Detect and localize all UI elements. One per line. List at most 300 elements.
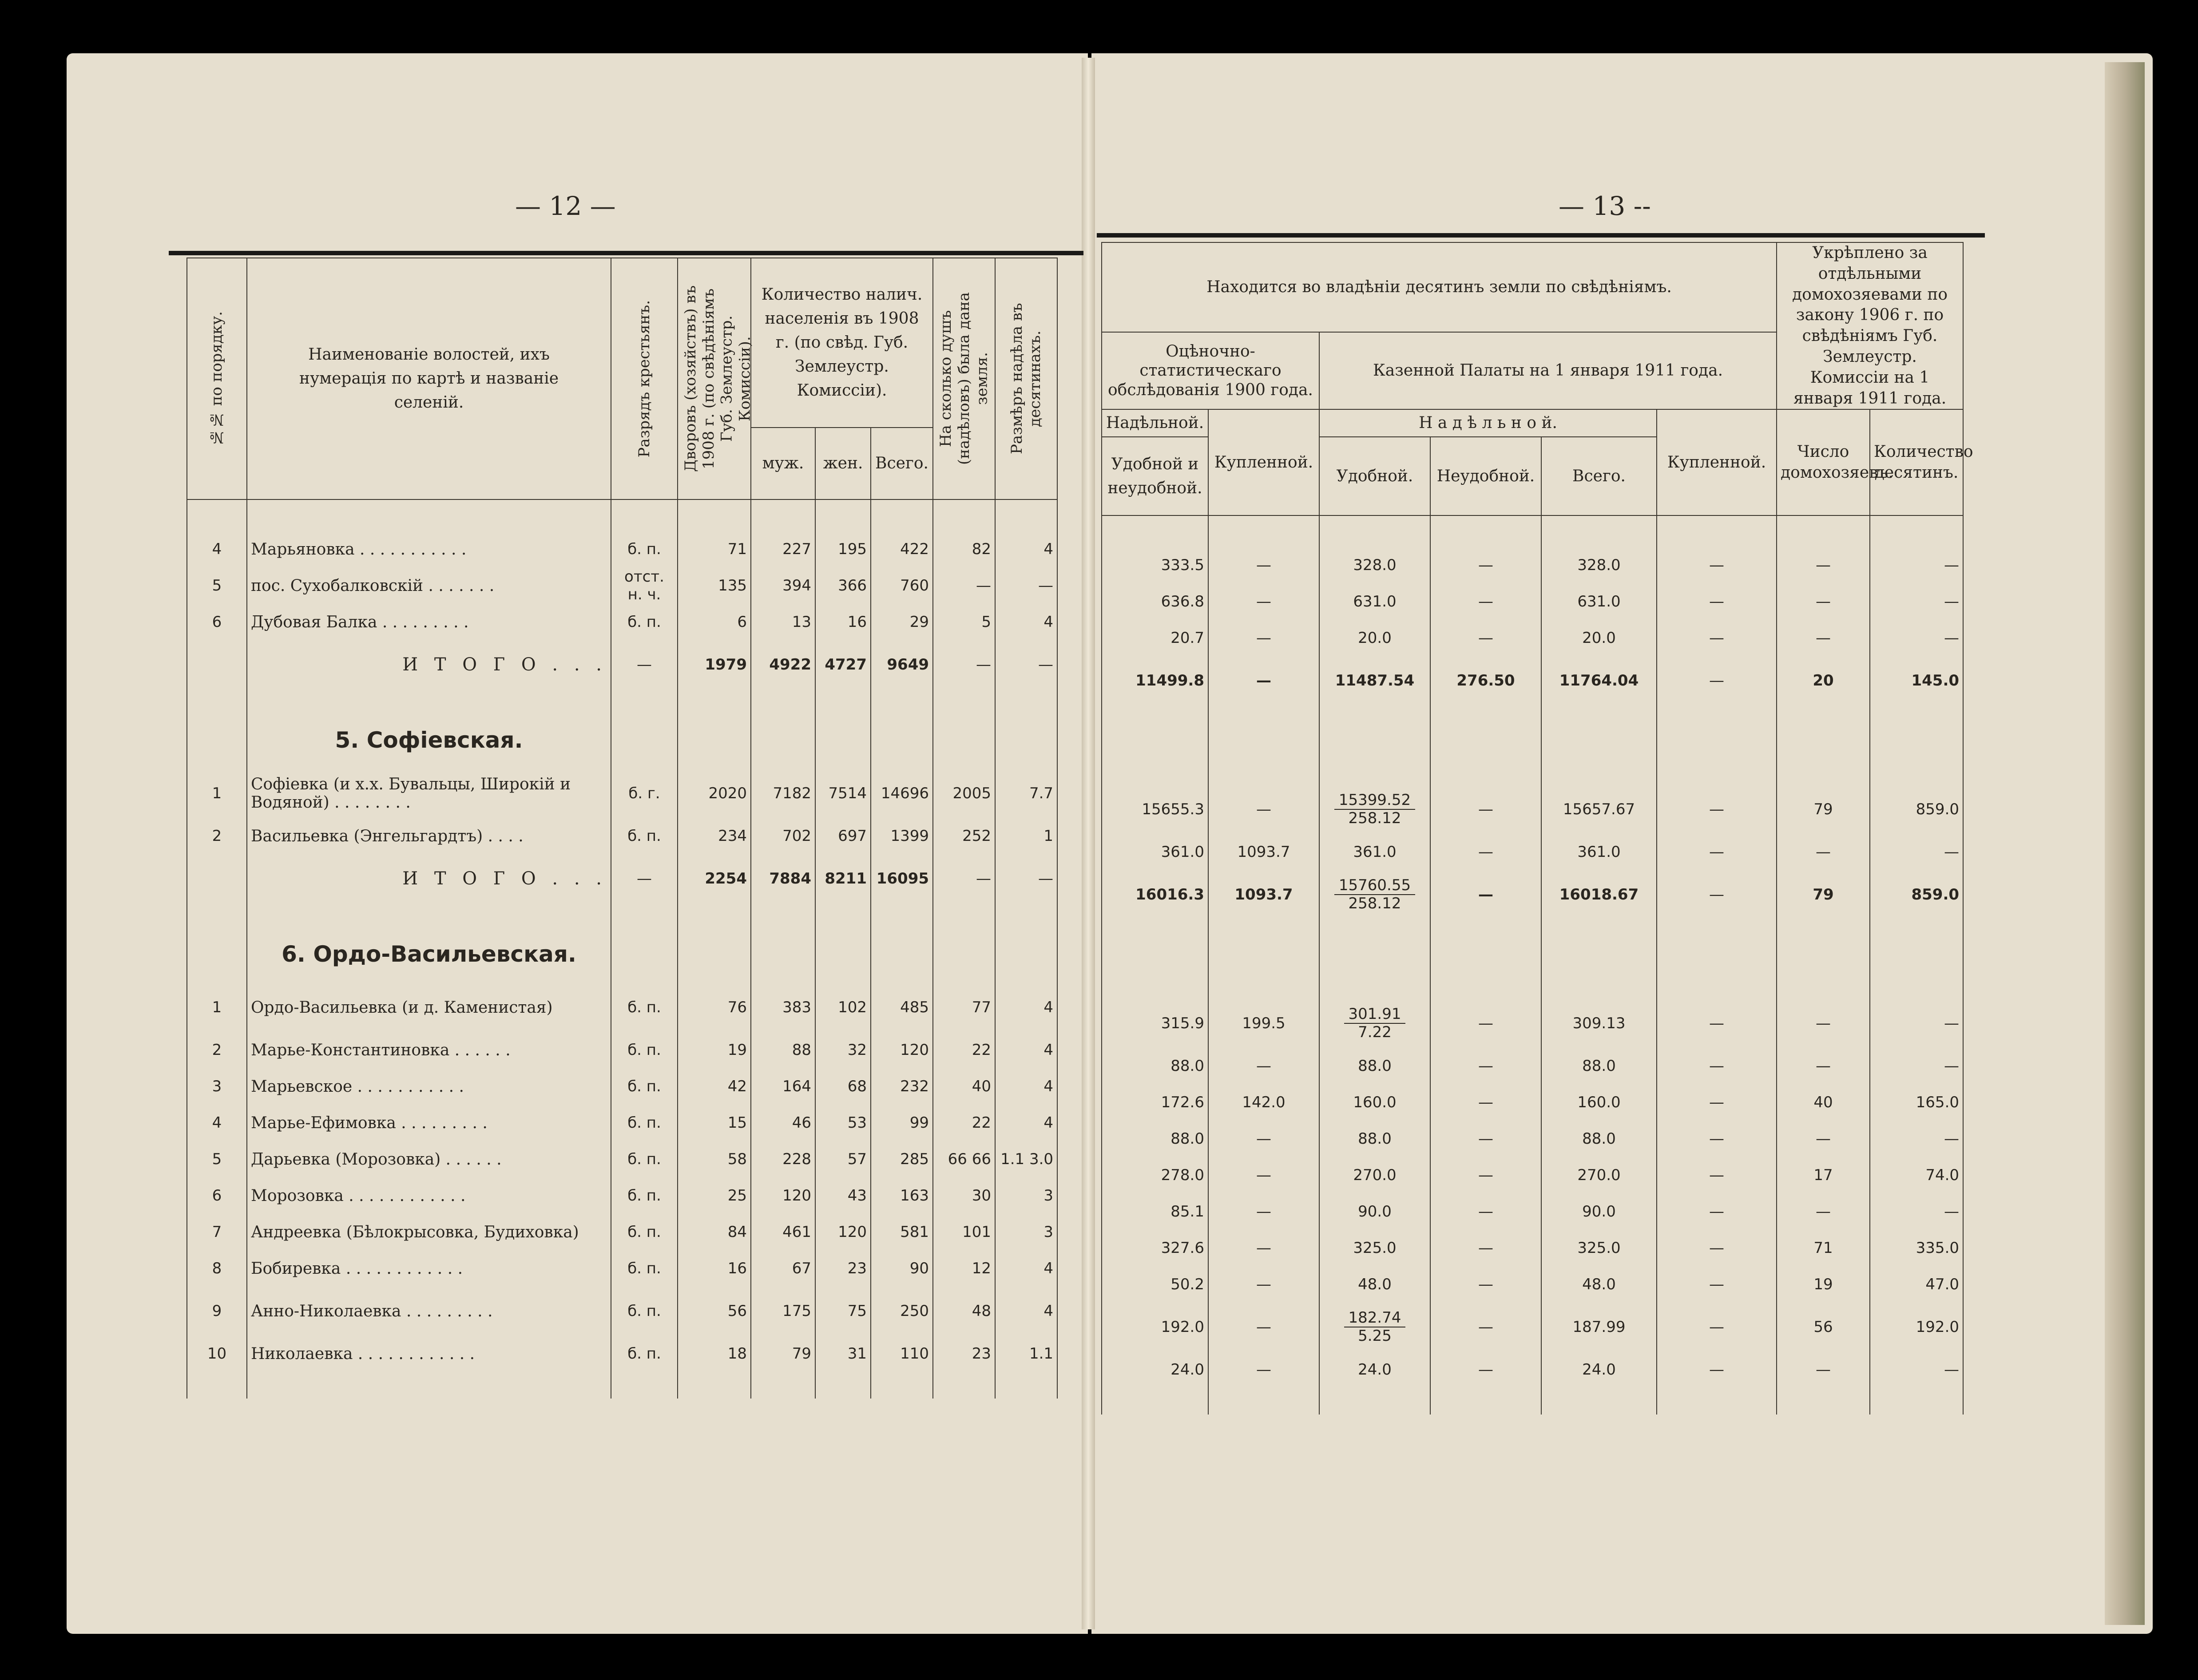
empty-cell — [815, 925, 871, 983]
treasury-unusable-cell: — — [1430, 834, 1541, 870]
village-name: Васильевка (Энгельгардтъ) . . . . — [247, 818, 611, 854]
treasury-usable-cell: 325.0 — [1319, 1230, 1430, 1266]
treasury-unusable-cell: — — [1430, 785, 1541, 834]
spacer-cell — [815, 689, 871, 711]
left-page-number: — 12 — — [515, 191, 616, 221]
treasury-unusable-cell: — — [1430, 1121, 1541, 1157]
right-page-number: — 13 -- — [1559, 191, 1651, 221]
treasury-unusable-cell: — — [1430, 1157, 1541, 1193]
spacer-cell — [187, 1372, 247, 1399]
treasury-usable-cell: 11487.54 — [1319, 656, 1430, 705]
treasury-usable-cell: 160.0 — [1319, 1084, 1430, 1121]
souls-cell: 5 — [933, 604, 995, 640]
spacer-cell — [1870, 919, 1963, 941]
empty-cell — [611, 925, 678, 983]
empty-cell — [815, 711, 871, 769]
treasury-total-cell: 187.99 — [1541, 1303, 1657, 1351]
male-cell: 383 — [751, 983, 815, 1032]
village-name: Морозовка . . . . . . . . . . . . — [247, 1177, 611, 1214]
households-cell: 2254 — [678, 854, 751, 903]
spacer-cell — [1430, 515, 1541, 547]
col-header-category: Разрядъ крестьянъ. — [611, 258, 678, 499]
table-row-right — [1102, 1048, 1963, 1084]
households-cell: 135 — [678, 567, 751, 604]
table-row-right — [1102, 547, 1963, 583]
fixed-owners-cell: 20 — [1777, 656, 1870, 705]
female-cell: 57 — [815, 1141, 871, 1177]
survey-purchased-cell: — — [1208, 1157, 1319, 1193]
spacer-cell — [871, 689, 933, 711]
empty-cell — [1102, 941, 1208, 999]
male-cell: 394 — [751, 567, 815, 604]
spacer-cell — [871, 903, 933, 925]
treasury-total-cell: 16018.67 — [1541, 870, 1657, 919]
fixed-owners-cell: — — [1777, 834, 1870, 870]
empty-cell — [1319, 727, 1430, 785]
treasury-purchased-cell: — — [1657, 1084, 1777, 1121]
treasury-usable-cell: 24.0 — [1319, 1351, 1430, 1388]
spacer-cell — [187, 903, 247, 925]
empty-cell — [995, 711, 1057, 769]
spacer-cell — [1870, 1388, 1963, 1415]
row-number: 4 — [187, 1105, 247, 1141]
empty-cell — [995, 925, 1057, 983]
category-cell: б. п. — [611, 604, 678, 640]
village-name: Андреевка (Бѣлокрысовка, Будиховка) — [247, 1214, 611, 1250]
spacer-cell — [1541, 919, 1657, 941]
left-top-rule — [169, 251, 1083, 255]
souls-cell: 23 — [933, 1335, 995, 1372]
fixed-owners-cell: — — [1777, 1193, 1870, 1230]
category-cell: б. п. — [611, 1032, 678, 1068]
treasury-total-cell: 328.0 — [1541, 547, 1657, 583]
table-row — [187, 604, 1057, 640]
allotment-size-cell: 1 — [995, 818, 1057, 854]
treasury-usable-cell: 48.0 — [1319, 1266, 1430, 1303]
treasury-unusable-cell: — — [1430, 620, 1541, 656]
empty-cell — [933, 711, 995, 769]
souls-cell: 40 — [933, 1068, 995, 1105]
left-table — [186, 258, 1058, 1399]
table-row-right — [1102, 1193, 1963, 1230]
survey-usable-cell: 88.0 — [1102, 1048, 1208, 1084]
female-cell: 366 — [815, 567, 871, 604]
fixed-desyatins-cell: — — [1870, 1351, 1963, 1388]
male-cell: 164 — [751, 1068, 815, 1105]
treasury-total-cell: 15657.67 — [1541, 785, 1657, 834]
table-row-right — [1102, 785, 1963, 834]
table-row-right — [1102, 999, 1963, 1048]
total-row — [187, 640, 1057, 689]
table-row-right — [1102, 834, 1963, 870]
spacer-cell — [933, 903, 995, 925]
fixed-desyatins-cell: — — [1870, 583, 1963, 620]
empty-cell — [751, 925, 815, 983]
spacer-cell — [815, 903, 871, 925]
survey-usable-cell: 16016.3 — [1102, 870, 1208, 919]
treasury-total-cell: 90.0 — [1541, 1193, 1657, 1230]
survey-usable-cell: 20.7 — [1102, 620, 1208, 656]
treasury-unusable-cell: — — [1430, 999, 1541, 1048]
row-number: 6 — [187, 604, 247, 640]
survey-purchased-cell: — — [1208, 1303, 1319, 1351]
fixed-owners-cell: 40 — [1777, 1084, 1870, 1121]
fixed-desyatins-cell: — — [1870, 620, 1963, 656]
cover-edge — [2105, 62, 2145, 1625]
total-cell: 422 — [871, 531, 933, 567]
male-cell: 702 — [751, 818, 815, 854]
table-row — [187, 1250, 1057, 1287]
spacer-cell — [187, 499, 247, 531]
section-row-right — [1102, 727, 1963, 785]
spacer-cell — [611, 689, 678, 711]
allotment-size-cell: 3 — [995, 1177, 1057, 1214]
survey-usable-cell: 315.9 — [1102, 999, 1208, 1048]
spacer-cell — [1430, 1388, 1541, 1415]
female-cell: 8211 — [815, 854, 871, 903]
souls-cell: — — [933, 854, 995, 903]
col-header-allotment-size: Размѣръ надѣла въ десятинахъ. — [995, 258, 1057, 499]
total-cell: 120 — [871, 1032, 933, 1068]
col-header-num-owners: Число домохозяевъ. — [1777, 409, 1870, 515]
table-row-right — [1102, 1230, 1963, 1266]
table-row — [187, 1287, 1057, 1335]
fixed-desyatins-cell: 335.0 — [1870, 1230, 1963, 1266]
total-row-right — [1102, 870, 1963, 919]
treasury-total-cell: 325.0 — [1541, 1230, 1657, 1266]
table-row-right — [1102, 620, 1963, 656]
treasury-usable-cell: 328.0 — [1319, 547, 1430, 583]
empty-cell — [1430, 727, 1541, 785]
spacer-cell — [1870, 705, 1963, 727]
treasury-purchased-cell: — — [1657, 1121, 1777, 1157]
village-name: Марье-Ефимовка . . . . . . . . . — [247, 1105, 611, 1141]
section-number-cell — [187, 711, 247, 769]
male-cell: 46 — [751, 1105, 815, 1141]
spacer-cell — [995, 689, 1057, 711]
row-number: 3 — [187, 1068, 247, 1105]
village-name: Марьевское . . . . . . . . . . . — [247, 1068, 611, 1105]
spacer-cell — [247, 1372, 611, 1399]
fixed-desyatins-cell: 74.0 — [1870, 1157, 1963, 1193]
male-cell: 67 — [751, 1250, 815, 1287]
category-cell: б. п. — [611, 1250, 678, 1287]
female-cell: 16 — [815, 604, 871, 640]
empty-cell — [871, 925, 933, 983]
fixed-desyatins-cell: — — [1870, 547, 1963, 583]
row-number: 6 — [187, 1177, 247, 1214]
empty-cell — [1777, 727, 1870, 785]
fixed-owners-cell: — — [1777, 1121, 1870, 1157]
souls-cell: 22 — [933, 1032, 995, 1068]
treasury-unusable-cell: — — [1430, 1266, 1541, 1303]
treasury-purchased-cell: — — [1657, 1157, 1777, 1193]
row-number: 5 — [187, 1141, 247, 1177]
village-name: Анно-Николаевка . . . . . . . . . — [247, 1287, 611, 1335]
female-cell: 68 — [815, 1068, 871, 1105]
male-cell: 227 — [751, 531, 815, 567]
table-row — [187, 1105, 1057, 1141]
souls-cell: 12 — [933, 1250, 995, 1287]
total-row-right — [1102, 656, 1963, 705]
total-cell: 581 — [871, 1214, 933, 1250]
spacer-cell — [933, 689, 995, 711]
treasury-total-cell: 20.0 — [1541, 620, 1657, 656]
survey-usable-cell: 361.0 — [1102, 834, 1208, 870]
male-cell: 7182 — [751, 769, 815, 818]
souls-cell: 2005 — [933, 769, 995, 818]
empty-cell — [1777, 941, 1870, 999]
village-name: Николаевка . . . . . . . . . . . . — [247, 1335, 611, 1372]
female-cell: 697 — [815, 818, 871, 854]
female-cell: 23 — [815, 1250, 871, 1287]
spacer-cell — [1102, 919, 1208, 941]
treasury-total-cell: 88.0 — [1541, 1121, 1657, 1157]
spacer-cell — [1430, 705, 1541, 727]
treasury-purchased-cell: — — [1657, 1351, 1777, 1388]
fixed-owners-cell: 79 — [1777, 785, 1870, 834]
table-row — [187, 1335, 1057, 1372]
table-row — [187, 1032, 1057, 1068]
empty-cell — [933, 925, 995, 983]
survey-purchased-cell: 1093.7 — [1208, 870, 1319, 919]
table-row — [187, 1068, 1057, 1105]
col-header-male: муж. — [751, 428, 815, 499]
table-row-right — [1102, 1303, 1963, 1351]
spacer-cell — [1777, 919, 1870, 941]
treasury-total-cell: 361.0 — [1541, 834, 1657, 870]
fixed-desyatins-cell: 859.0 — [1870, 870, 1963, 919]
table-row-right — [1102, 1157, 1963, 1193]
treasury-unusable-cell: — — [1430, 1193, 1541, 1230]
allotment-size-cell: 3 — [995, 1214, 1057, 1250]
survey-usable-cell: 327.6 — [1102, 1230, 1208, 1266]
treasury-unusable-cell: — — [1430, 583, 1541, 620]
row-number: 2 — [187, 818, 247, 854]
col-header-number: №№ по порядку. — [187, 258, 247, 499]
category-cell: б. п. — [611, 531, 678, 567]
row-number: 7 — [187, 1214, 247, 1250]
female-cell: 32 — [815, 1032, 871, 1068]
empty-cell — [1102, 727, 1208, 785]
total-cell: 760 — [871, 567, 933, 604]
survey-purchased-cell: — — [1208, 1266, 1319, 1303]
fixed-desyatins-cell: — — [1870, 1048, 1963, 1084]
table-row — [187, 1141, 1057, 1177]
survey-purchased-cell: — — [1208, 1193, 1319, 1230]
spacer-cell — [1657, 705, 1777, 727]
souls-cell: — — [933, 640, 995, 689]
spacer-cell — [1208, 705, 1319, 727]
treasury-unusable-cell: — — [1430, 870, 1541, 919]
category-cell: б. п. — [611, 1068, 678, 1105]
fixed-owners-cell: — — [1777, 583, 1870, 620]
spacer-cell — [611, 499, 678, 531]
spacer-cell — [1319, 705, 1430, 727]
spacer-cell — [995, 1372, 1057, 1399]
total-cell: 14696 — [871, 769, 933, 818]
spacer-cell — [1102, 1388, 1208, 1415]
spacer-cell — [247, 903, 611, 925]
treasury-usable-cell: $\frac{15760.55}{258.12}$ — [1319, 870, 1430, 919]
households-cell: 58 — [678, 1141, 751, 1177]
survey-purchased-cell: 199.5 — [1208, 999, 1319, 1048]
row-number — [187, 854, 247, 903]
allotment-size-cell: 4 — [995, 1068, 1057, 1105]
fixed-owners-cell: — — [1777, 1351, 1870, 1388]
households-cell: 16 — [678, 1250, 751, 1287]
survey-usable-cell: 172.6 — [1102, 1084, 1208, 1121]
treasury-usable-cell: $\frac{301.91}{7.22}$ — [1319, 999, 1430, 1048]
empty-cell — [1870, 727, 1963, 785]
total-cell: 163 — [871, 1177, 933, 1214]
survey-usable-cell: 24.0 — [1102, 1351, 1208, 1388]
survey-purchased-cell: 1093.7 — [1208, 834, 1319, 870]
male-cell: 88 — [751, 1032, 815, 1068]
spacer-cell — [871, 499, 933, 531]
spacer-cell — [247, 689, 611, 711]
treasury-purchased-cell: — — [1657, 785, 1777, 834]
allotment-size-cell: 4 — [995, 1105, 1057, 1141]
empty-cell — [1541, 727, 1657, 785]
treasury-purchased-cell: — — [1657, 1230, 1777, 1266]
category-cell: б. п. — [611, 1214, 678, 1250]
book-spine — [1082, 58, 1095, 1629]
row-number: 5 — [187, 567, 247, 604]
right-table — [1101, 242, 1973, 1415]
fixed-desyatins-cell: 192.0 — [1870, 1303, 1963, 1351]
section-title: 6. Ордо-Васильевская. — [247, 925, 611, 983]
survey-usable-cell: 85.1 — [1102, 1193, 1208, 1230]
female-cell: 120 — [815, 1214, 871, 1250]
category-cell: б. п. — [611, 1177, 678, 1214]
households-cell: 42 — [678, 1068, 751, 1105]
treasury-total-cell: 309.13 — [1541, 999, 1657, 1048]
survey-purchased-cell: — — [1208, 785, 1319, 834]
allotment-size-cell: 4 — [995, 604, 1057, 640]
table-row-right — [1102, 583, 1963, 620]
treasury-unusable-cell: — — [1430, 547, 1541, 583]
allotment-size-cell: 4 — [995, 531, 1057, 567]
treasury-total-cell: 160.0 — [1541, 1084, 1657, 1121]
male-cell: 175 — [751, 1287, 815, 1335]
male-cell: 13 — [751, 604, 815, 640]
male-cell: 7884 — [751, 854, 815, 903]
survey-purchased-cell: — — [1208, 1230, 1319, 1266]
treasury-purchased-cell: — — [1657, 583, 1777, 620]
souls-cell: 82 — [933, 531, 995, 567]
allotment-size-cell: 4 — [995, 1032, 1057, 1068]
souls-cell: — — [933, 567, 995, 604]
col-header-name: Наименованіе волостей, ихъ нумерація по картѣ и названіе селеній. — [247, 258, 611, 499]
treasury-usable-cell: $\frac{182.74}{5.25}$ — [1319, 1303, 1430, 1351]
souls-cell: 48 — [933, 1287, 995, 1335]
spacer-cell — [1208, 919, 1319, 941]
total-cell: 90 — [871, 1250, 933, 1287]
total-cell: 99 — [871, 1105, 933, 1141]
spacer-cell — [995, 903, 1057, 925]
table-row — [187, 983, 1057, 1032]
survey-usable-cell: 636.8 — [1102, 583, 1208, 620]
col-header-households: Дворовъ (хозяйствъ) въ 1908 г. (по свѣдѣніямъ Губ. Землеустр. Комиссіи). — [678, 258, 751, 499]
survey-usable-cell: 50.2 — [1102, 1266, 1208, 1303]
col-header-fixed: Укрѣплено за отдѣльными домохозяевами по закону 1906 г. по свѣдѣніямъ Губ. Землеустр. Комиссіи на 1 января 1911 года. — [1777, 242, 1963, 409]
female-cell: 43 — [815, 1177, 871, 1214]
empty-cell — [1430, 941, 1541, 999]
male-cell: 4922 — [751, 640, 815, 689]
village-name: Бобиревка . . . . . . . . . . . . — [247, 1250, 611, 1287]
fixed-owners-cell: 71 — [1777, 1230, 1870, 1266]
total-cell: 232 — [871, 1068, 933, 1105]
category-cell: б. п. — [611, 1141, 678, 1177]
spacer-cell — [678, 689, 751, 711]
row-number: 10 — [187, 1335, 247, 1372]
fixed-desyatins-cell: 859.0 — [1870, 785, 1963, 834]
households-cell: 76 — [678, 983, 751, 1032]
survey-purchased-cell: 142.0 — [1208, 1084, 1319, 1121]
section-title: 5. Софіевская. — [247, 711, 611, 769]
row-number — [187, 640, 247, 689]
empty-cell — [751, 711, 815, 769]
treasury-usable-cell: 361.0 — [1319, 834, 1430, 870]
spacer-cell — [1208, 515, 1319, 547]
survey-purchased-cell: — — [1208, 1048, 1319, 1084]
fixed-desyatins-cell: — — [1870, 1193, 1963, 1230]
village-name: Марье-Константиновка . . . . . . — [247, 1032, 611, 1068]
row-number: 9 — [187, 1287, 247, 1335]
souls-cell: 77 — [933, 983, 995, 1032]
female-cell: 7514 — [815, 769, 871, 818]
spacer-cell — [678, 499, 751, 531]
souls-cell: 30 — [933, 1177, 995, 1214]
survey-purchased-cell: — — [1208, 1351, 1319, 1388]
spacer-cell — [1657, 919, 1777, 941]
fixed-desyatins-cell: 165.0 — [1870, 1084, 1963, 1121]
allotment-size-cell: 4 — [995, 1250, 1057, 1287]
fixed-owners-cell: — — [1777, 620, 1870, 656]
empty-cell — [1657, 727, 1777, 785]
village-name: пос. Сухобалковскій . . . . . . . — [247, 567, 611, 604]
treasury-purchased-cell: — — [1657, 1193, 1777, 1230]
spacer-cell — [751, 499, 815, 531]
allotment-size-cell: 1.1 3.0 — [995, 1141, 1057, 1177]
treasury-total-cell: 270.0 — [1541, 1157, 1657, 1193]
spacer-cell — [815, 499, 871, 531]
empty-cell — [678, 925, 751, 983]
treasury-purchased-cell: — — [1657, 834, 1777, 870]
female-cell: 75 — [815, 1287, 871, 1335]
spacer-cell — [1541, 705, 1657, 727]
village-name: Марьяновка . . . . . . . . . . . — [247, 531, 611, 567]
survey-usable-cell: 278.0 — [1102, 1157, 1208, 1193]
category-cell: б. п. — [611, 983, 678, 1032]
col-header-purchased-2: Купленной. — [1657, 409, 1777, 515]
category-cell: б. п. — [611, 1335, 678, 1372]
total-cell: 29 — [871, 604, 933, 640]
col-header-purchased: Купленной. — [1208, 409, 1319, 515]
spacer-cell — [1319, 919, 1430, 941]
spacer-cell — [1657, 515, 1777, 547]
survey-usable-cell: 192.0 — [1102, 1303, 1208, 1351]
spacer-cell — [1319, 1388, 1430, 1415]
treasury-usable-cell: 270.0 — [1319, 1157, 1430, 1193]
treasury-total-cell: 24.0 — [1541, 1351, 1657, 1388]
households-cell: 1979 — [678, 640, 751, 689]
treasury-purchased-cell: — — [1657, 1266, 1777, 1303]
female-cell: 4727 — [815, 640, 871, 689]
table-row — [187, 818, 1057, 854]
survey-usable-cell: 333.5 — [1102, 547, 1208, 583]
